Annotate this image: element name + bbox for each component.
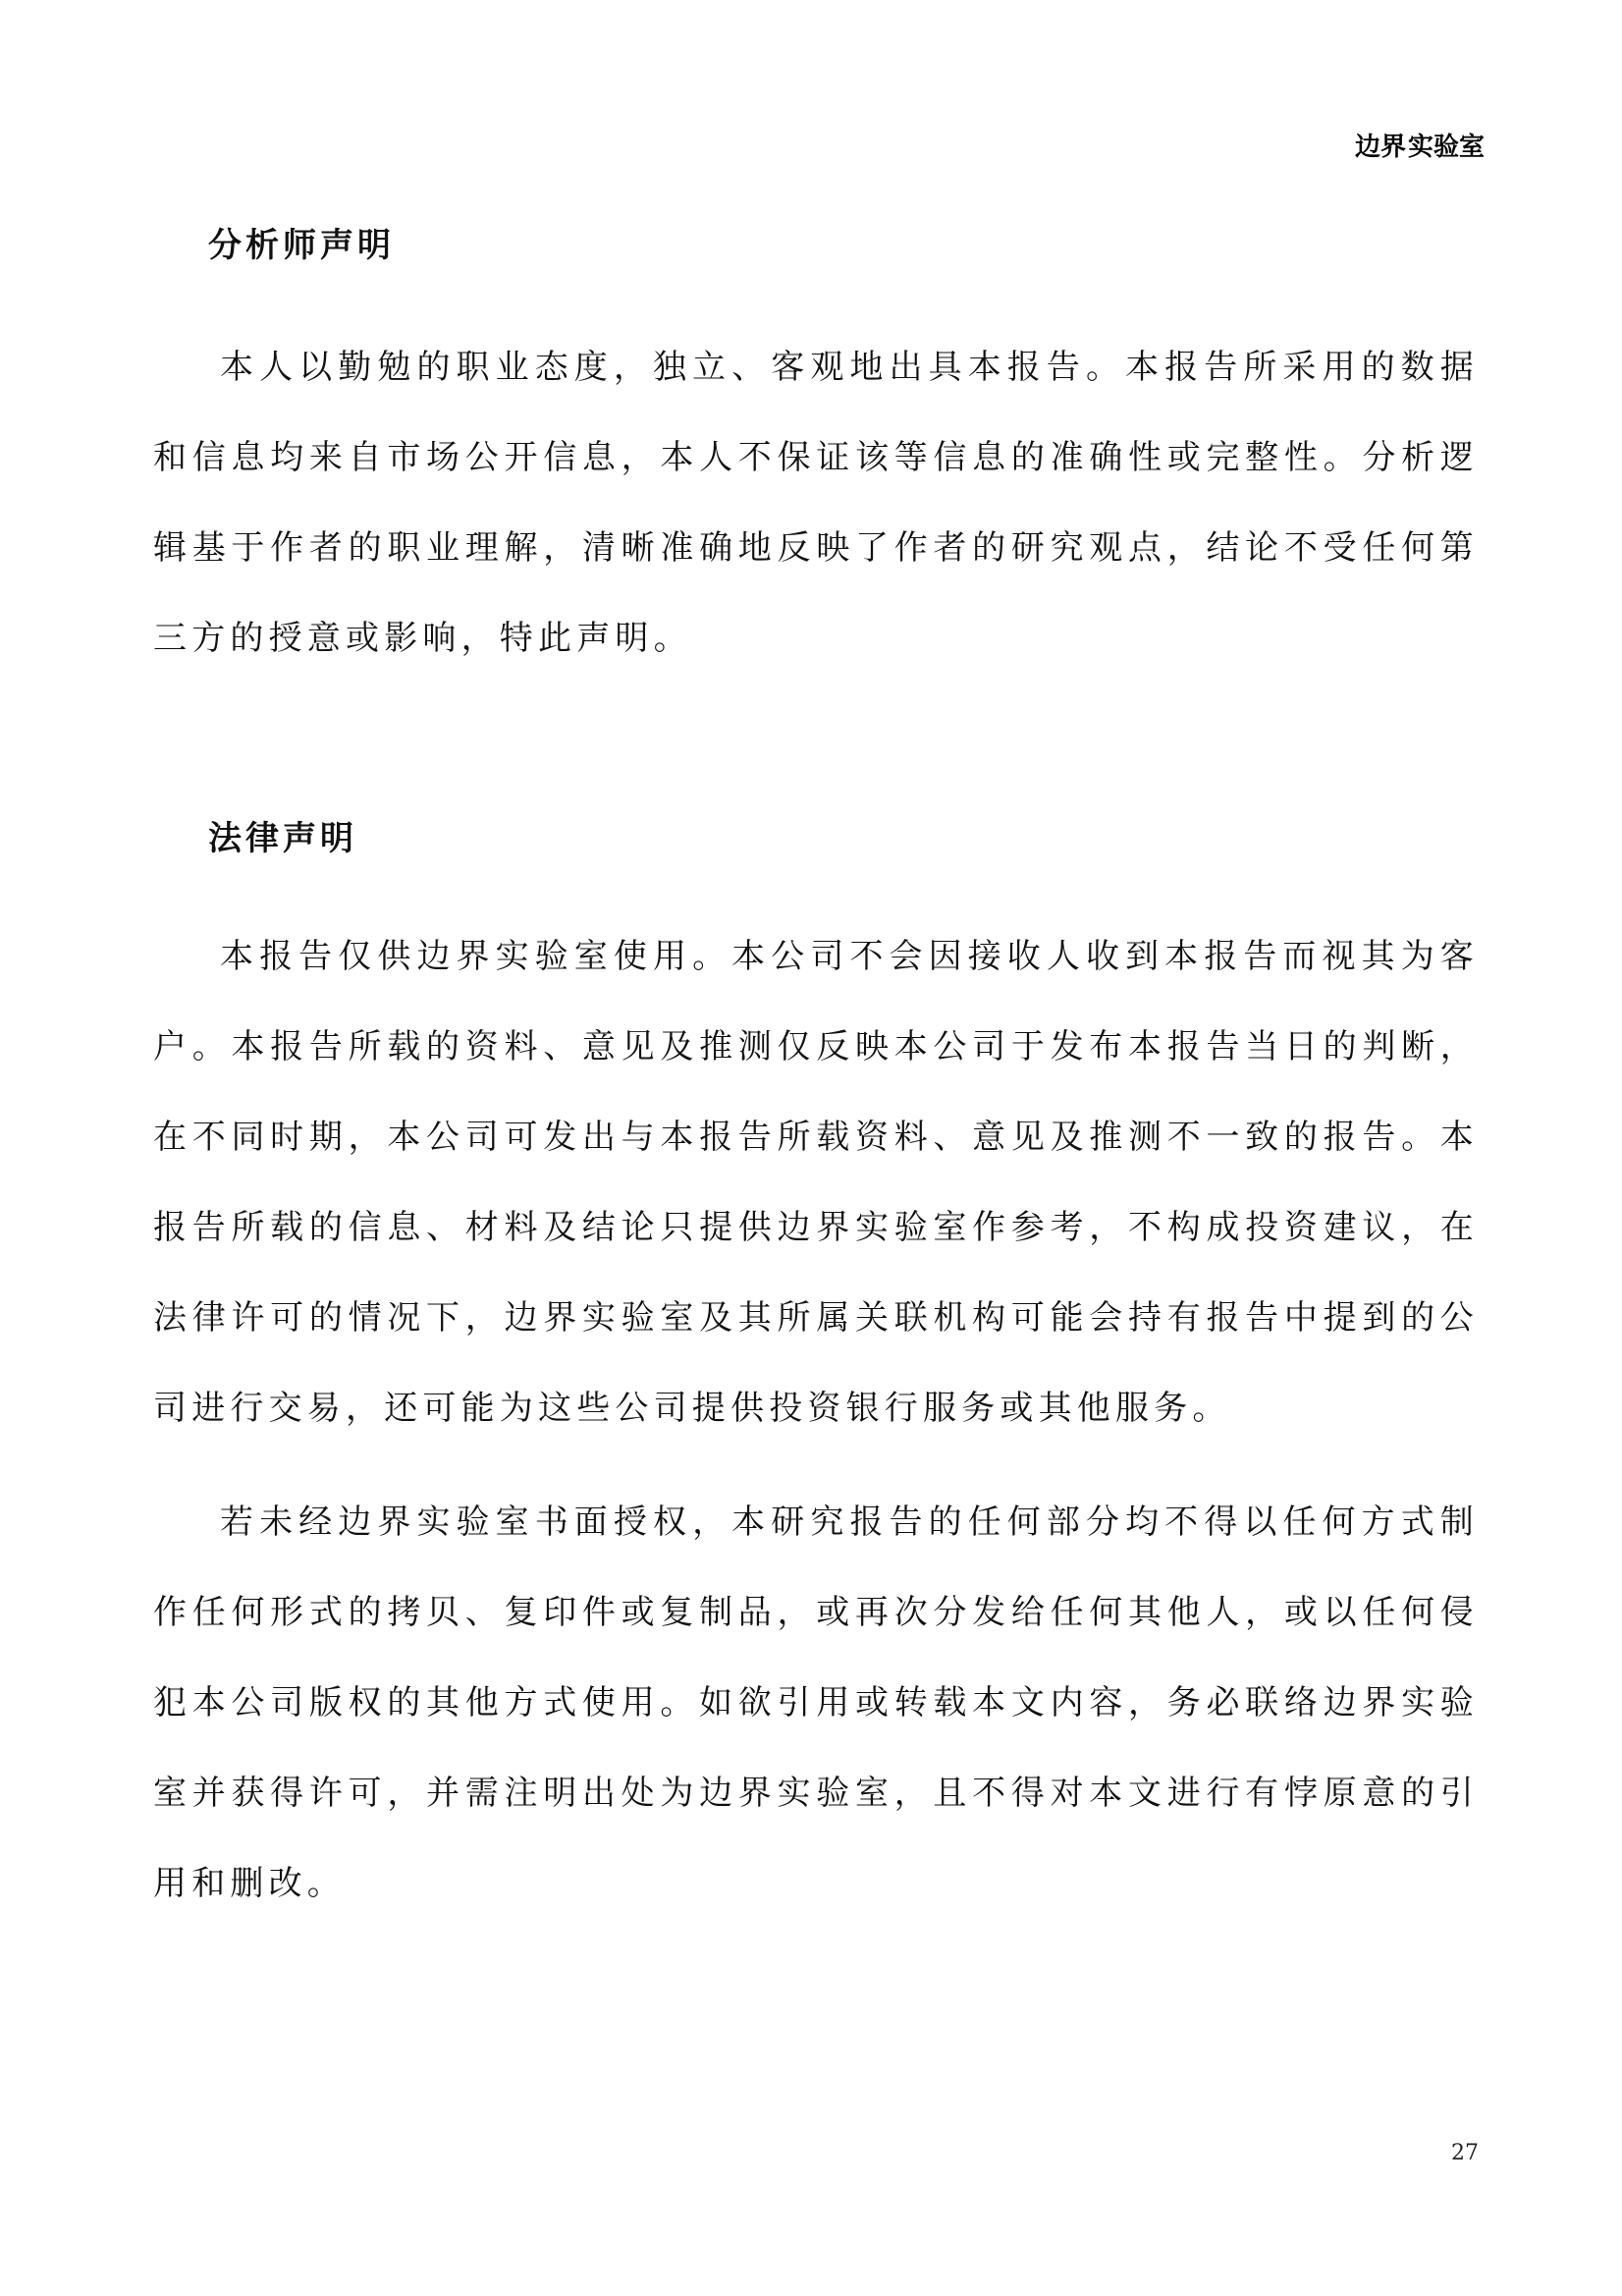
legal-statement-paragraph-1: 本报告仅供边界实验室使用。本公司不会因接收人收到本报告而视其为客户。本报告所载的资料、意见及推测仅反映本公司于发布本报告当日的判断，在不同时期，本公司可发出与本报告所载资料、意见及推测不一致的报告。本报告所载的信息、材料及结论只提供边界实验室作参考，不构成投资建议，在法律许可的情况下，边界实验室及其所属关联机构可能会持有报告中提到的公司进行交易，还可能为这些公司提供投资银行服务或其他服务。: [153, 937, 1479, 1428]
logo-text-part1: 边界: [1355, 132, 1407, 162]
analyst-statement-heading: 分析师声明: [208, 226, 395, 265]
brand-logo: [1355, 128, 1486, 162]
analyst-statement-body: 本人以勤勉的职业态度，独立、客观地出具本报告。本报告所采用的数据和信息均来自市场公开信息，本人不保证该等信息的准确性或完整性。分析逻辑基于作者的职业理解，清晰准确地反映了作者的研究观点，结论不受任何第三方的授意或影响，特此声明。: [153, 348, 1479, 658]
legal-statement-paragraph-2: 若未经边界实验室书面授权，本研究报告的任何部分均不得以任何方式制作任何形式的拷贝、复印件或复制品，或再次分发给任何其他人，或以任何侵犯本公司版权的其他方式使用。如欲引用或转载本文内容，务必联络边界实验室并获得许可，并需注明出处为边界实验室，且不得对本文进行有悖原意的引用和删改。: [153, 1503, 1479, 1903]
logo-text-part2: 实验室: [1408, 132, 1486, 162]
legal-statement-heading: 法律声明: [208, 819, 357, 858]
page-number: 27: [1451, 2141, 1479, 2165]
